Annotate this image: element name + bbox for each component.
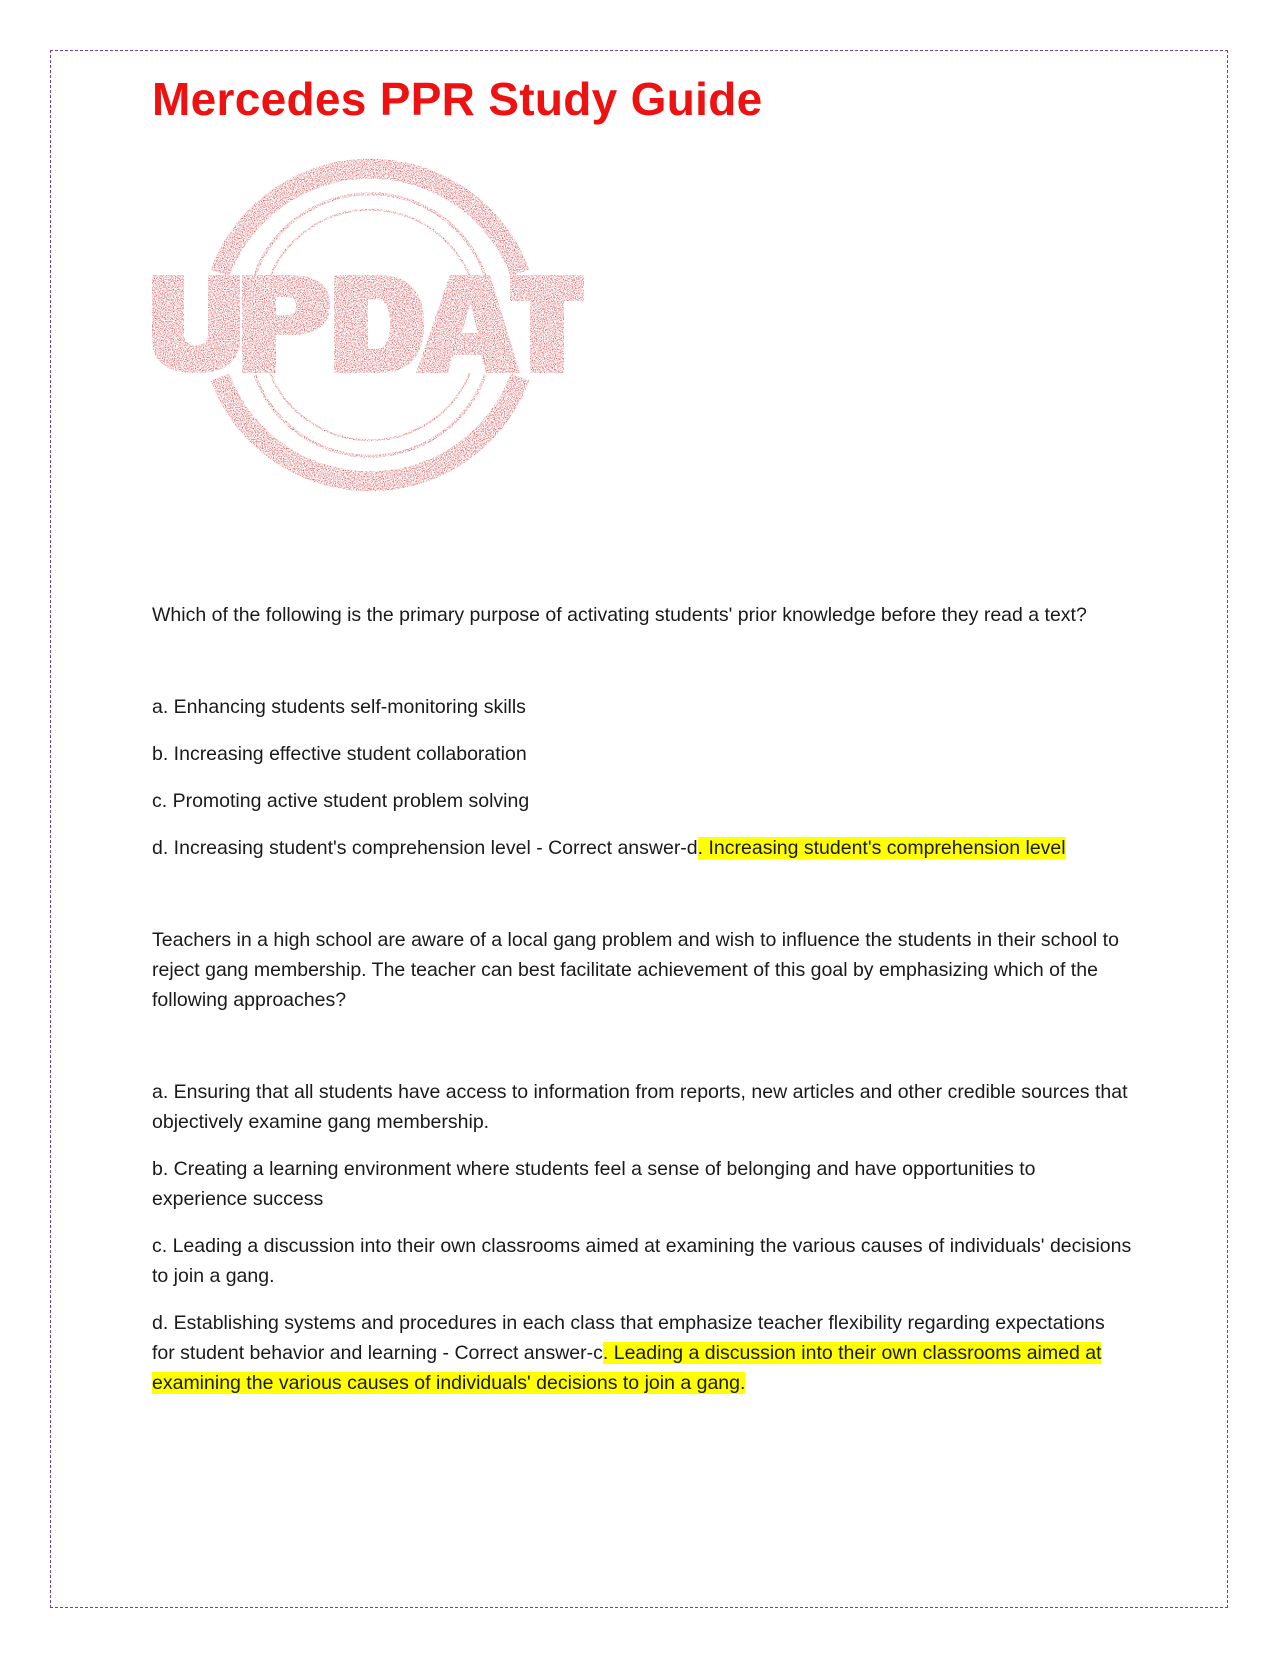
question-1-answer-highlight: . Increasing student's comprehension level bbox=[697, 837, 1066, 859]
page-title: Mercedes PPR Study Guide bbox=[152, 73, 763, 125]
question-2-option-c: c. Leading a discussion into their own classrooms aimed at examining the various causes of individuals' decisions to join a gang. bbox=[152, 1235, 1132, 1287]
question-2-prompt: Teachers in a high school are aware of a local gang problem and wish to influence the students in their school to reject gang membership. The teacher can best facilitate achievement of this goal by emphasizing which of the following approaches? bbox=[152, 929, 1119, 1011]
question-1-option-d-text: d. Increasing student's comprehension level - Correct answer-d bbox=[152, 837, 698, 859]
update-stamp-image bbox=[150, 155, 590, 495]
question-1-option-d bbox=[152, 833, 1132, 863]
question-2-option-a: a. Ensuring that all students have access to information from reports, new articles and other credible sources that objectively examine gang membership. bbox=[152, 1081, 1128, 1133]
question-1-option-b: b. Increasing effective student collaboration bbox=[152, 743, 527, 765]
question-1-option-a: a. Enhancing students self-monitoring skills bbox=[152, 696, 526, 718]
question-1-prompt: Which of the following is the primary purpose of activating students' prior knowledge before they read a text? bbox=[152, 604, 1087, 626]
question-1-option-c: c. Promoting active student problem solving bbox=[152, 790, 530, 812]
question-2-option-d bbox=[152, 1308, 1132, 1398]
question-2-answer-highlight: . Leading a discussion into their own classrooms aimed at examining the various causes of individuals' decisions to join a gang. bbox=[152, 1342, 1102, 1394]
question-2-option-d-text: d. Establishing systems and procedures in each class that emphasize teacher flexibility regarding expectations for student behavior and learning - Correct answer-c bbox=[152, 1312, 1105, 1364]
question-2-option-b: b. Creating a learning environment where students feel a sense of belonging and have opportunities to experience success bbox=[152, 1158, 1036, 1210]
question-content bbox=[152, 600, 1132, 1415]
